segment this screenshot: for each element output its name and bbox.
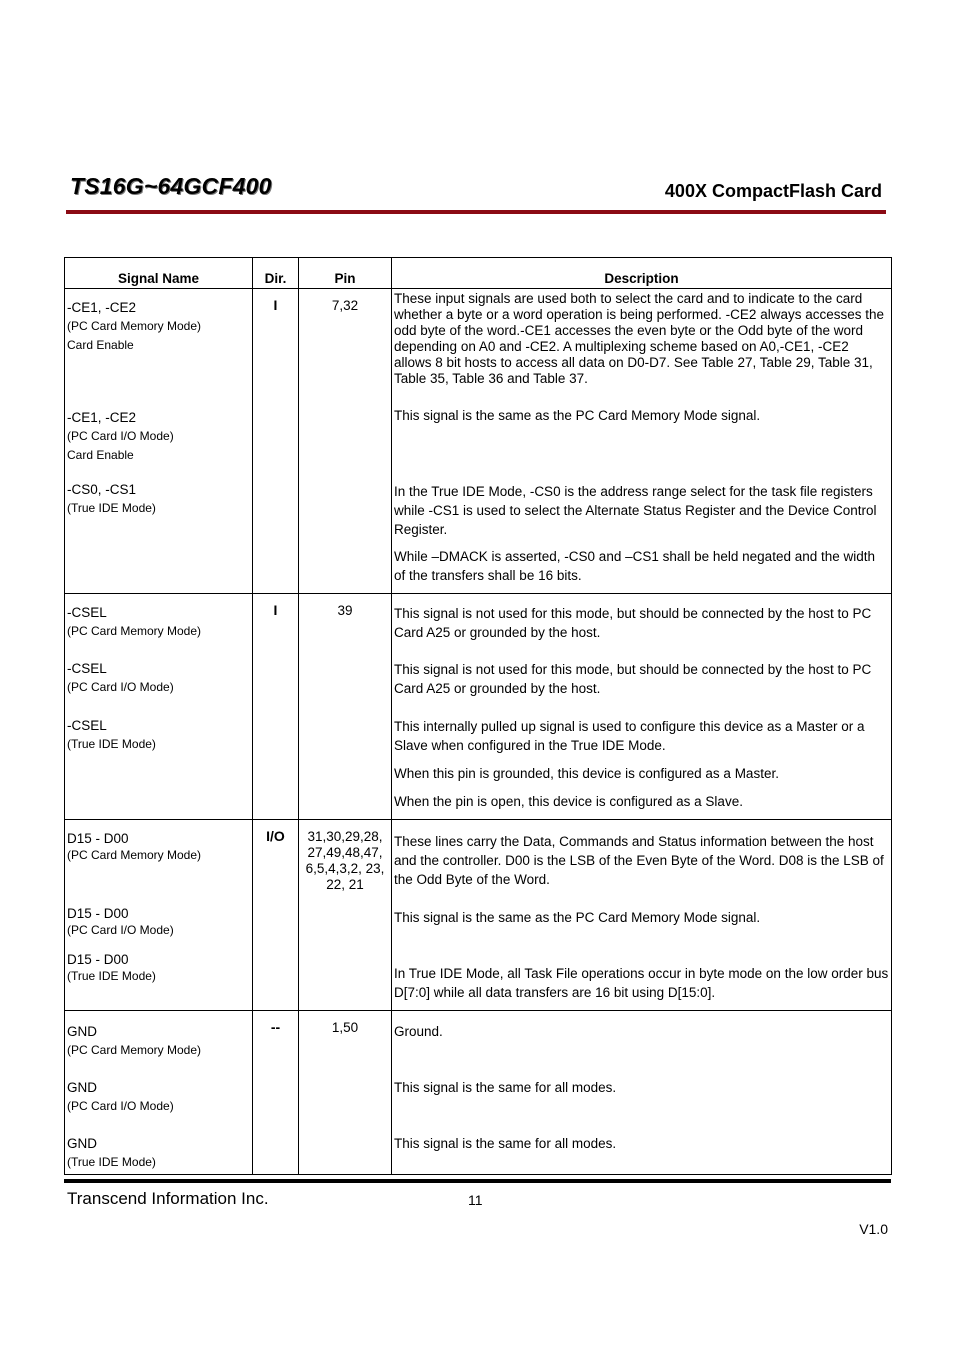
signal-mode: (PC Card I/O Mode) bbox=[67, 429, 174, 443]
signal-mode: (PC Card Memory Mode) bbox=[67, 1043, 202, 1057]
signal-name-cell bbox=[65, 820, 253, 1011]
document-product-title: 400X CompactFlash Card bbox=[664, 181, 882, 201]
signal-name: GND bbox=[67, 1136, 97, 1151]
table-row bbox=[65, 289, 892, 594]
page-number: 11 bbox=[468, 1192, 483, 1208]
signal-mode: (PC Card Memory Mode) bbox=[67, 319, 202, 333]
description-cell bbox=[392, 594, 892, 820]
direction-cell: I bbox=[253, 289, 299, 594]
signal-mode: (True IDE Mode) bbox=[67, 737, 156, 751]
description-text: These input signals are used both to select the card and to indicate to the card whether a byte or a word operation is being performed. -CE2 always accesses the odd byte of the word.-CE1 accesses the even byte or the Odd byte of the word depending on A0 and -CE2. A multiplexing scheme based on A0,-CE1, -CE2 allows 8 bit hosts to access all data on D0-D7. See Table 27, Table 29, Table 31, Table 35, Table 36 and Table 37. bbox=[394, 291, 885, 386]
description-text: While –DMACK is asserted, -CS0 and –CS1 shall be held negated and the width of the transfers shall be 16 bits. bbox=[394, 549, 876, 583]
direction-cell: I bbox=[253, 594, 299, 820]
signal-mode: (True IDE Mode) bbox=[67, 1155, 156, 1169]
direction-cell: -- bbox=[253, 1011, 299, 1175]
table-row bbox=[65, 594, 892, 820]
signal-table bbox=[64, 257, 892, 1175]
pin-cell: 7,32 bbox=[299, 289, 392, 594]
description-text: When the pin is open, this device is configured as a Slave. bbox=[394, 794, 743, 809]
pin-cell: 39 bbox=[299, 594, 392, 820]
column-header-dir: Dir. bbox=[253, 258, 299, 289]
signal-name: -CE1, -CE2 bbox=[67, 410, 137, 425]
description-cell bbox=[392, 289, 892, 594]
pin-cell: 31,30,29,28, 27,49,48,47, 6,5,4,3,2, 23, 22, 21 bbox=[299, 820, 392, 1011]
signal-name: GND bbox=[67, 1024, 97, 1039]
description-text: This signal is not used for this mode, but should be connected by the host to PC Card A25 or grounded by the host. bbox=[394, 606, 872, 640]
signal-mode: (PC Card I/O Mode) bbox=[67, 1099, 174, 1113]
description-cell bbox=[392, 1011, 892, 1175]
direction-cell: I/O bbox=[253, 820, 299, 1011]
signal-mode: Card Enable bbox=[67, 338, 134, 352]
signal-name: -CSEL bbox=[67, 661, 107, 676]
description-text: This signal is the same as the PC Card Memory Mode signal. bbox=[394, 408, 761, 423]
signal-name: -CS0, -CS1 bbox=[67, 482, 137, 497]
signal-mode: (PC Card I/O Mode) bbox=[67, 923, 174, 937]
signal-name: D15 - D00 bbox=[67, 906, 129, 921]
signal-name-cell bbox=[65, 1011, 253, 1175]
header-rule bbox=[66, 210, 886, 214]
signal-name: -CSEL bbox=[67, 605, 107, 620]
signal-mode: Card Enable bbox=[67, 448, 134, 462]
column-header-description: Description bbox=[392, 258, 892, 289]
table-row bbox=[65, 820, 892, 1011]
footer-rule bbox=[64, 1179, 891, 1183]
signal-mode: (PC Card I/O Mode) bbox=[67, 680, 174, 694]
description-text: This signal is the same for all modes. bbox=[394, 1136, 617, 1151]
description-cell bbox=[392, 820, 892, 1011]
signal-mode: (True IDE Mode) bbox=[67, 501, 156, 515]
description-text: In True IDE Mode, all Task File operations occur in byte mode on the low order bus D[7:0] while all data transfers are 16 bit using D[15:0]. bbox=[394, 966, 889, 1000]
signal-name: GND bbox=[67, 1080, 97, 1095]
pin-cell: 1,50 bbox=[299, 1011, 392, 1175]
description-text: This signal is the same for all modes. bbox=[394, 1080, 617, 1095]
signal-name: D15 - D00 bbox=[67, 952, 129, 967]
column-header-pin: Pin bbox=[299, 258, 392, 289]
document-version: V1.0 bbox=[859, 1221, 888, 1237]
footer-company: Transcend Information Inc. bbox=[67, 1189, 269, 1208]
signal-mode: (PC Card Memory Mode) bbox=[67, 624, 202, 638]
document-model-title: TS16G~64GCF400 bbox=[70, 173, 272, 199]
description-text: This signal is not used for this mode, but should be connected by the host to PC Card A25 or grounded by the host. bbox=[394, 662, 872, 696]
description-text: This signal is the same as the PC Card Memory Mode signal. bbox=[394, 910, 761, 925]
table-header-row bbox=[65, 258, 892, 289]
description-text: These lines carry the Data, Commands and Status information between the host and the controller. D00 is the LSB of the Even Byte of the Word. D08 is the LSB of the Odd Byte of the Word. bbox=[394, 834, 884, 887]
description-text: Ground. bbox=[394, 1024, 443, 1039]
description-text: When this pin is grounded, this device is configured as a Master. bbox=[394, 766, 779, 781]
signal-mode: (PC Card Memory Mode) bbox=[67, 848, 202, 862]
description-text: In the True IDE Mode, -CS0 is the address range select for the task file registers while -CS1 is used to select the Alternate Status Register and the Device Control Register. bbox=[394, 484, 877, 537]
signal-name-cell bbox=[65, 289, 253, 594]
column-header-signal-name: Signal Name bbox=[65, 258, 253, 289]
signal-mode: (True IDE Mode) bbox=[67, 969, 156, 983]
description-text: This internally pulled up signal is used to configure this device as a Master or a Slave when configured in the True IDE Mode. bbox=[394, 719, 865, 753]
signal-name: -CE1, -CE2 bbox=[67, 300, 137, 315]
signal-name: D15 - D00 bbox=[67, 831, 129, 846]
signal-name: -CSEL bbox=[67, 718, 107, 733]
signal-name-cell bbox=[65, 594, 253, 820]
table-row bbox=[65, 1011, 892, 1175]
